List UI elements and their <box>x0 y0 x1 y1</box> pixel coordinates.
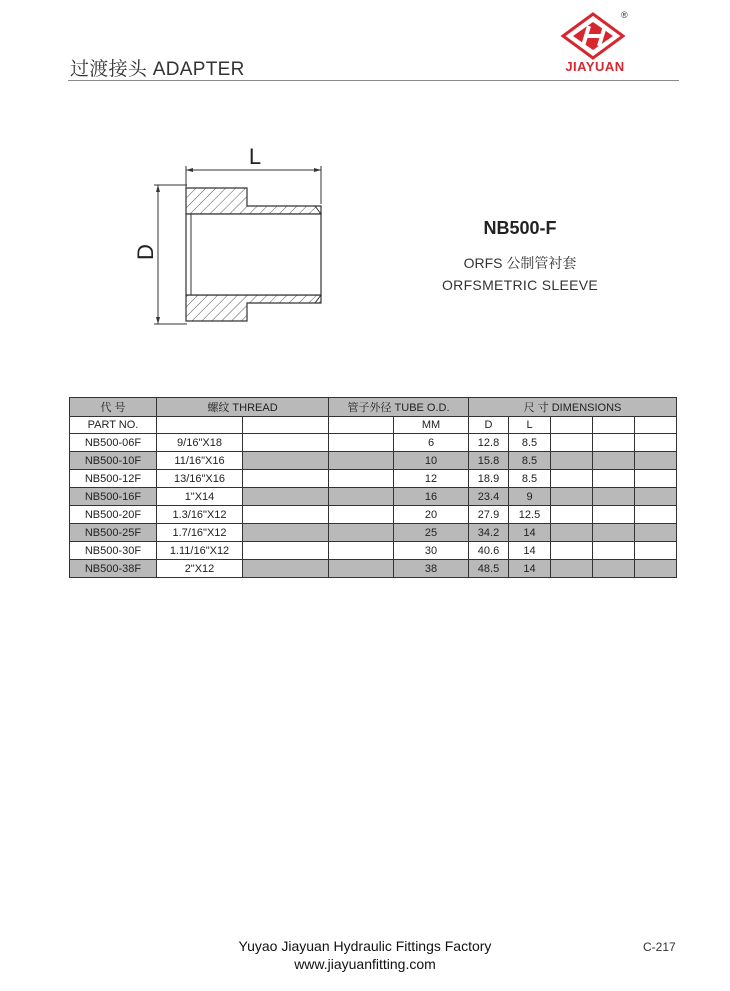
footer-website: www.jiayuanfitting.com <box>294 956 436 972</box>
page-title: 过渡接头 ADAPTER <box>70 59 245 80</box>
part-cell: NB500-38F <box>70 560 157 578</box>
d-cell: 18.9 <box>469 470 509 488</box>
l-cell: 8.5 <box>509 452 551 470</box>
l-cell: 14 <box>509 542 551 560</box>
thread-cell: 1.11/16"X12 <box>157 542 243 560</box>
thread-cell: 13/16"X16 <box>157 470 243 488</box>
subheader-mm: MM <box>394 417 469 434</box>
d-cell: 15.8 <box>469 452 509 470</box>
d-cell: 34.2 <box>469 524 509 542</box>
thread-cell: 1.7/16"X12 <box>157 524 243 542</box>
table-row <box>70 506 677 524</box>
table-row <box>70 470 677 488</box>
spec-table <box>69 397 677 578</box>
mm-cell: 30 <box>394 542 469 560</box>
mm-cell: 10 <box>394 452 469 470</box>
l-cell: 14 <box>509 560 551 578</box>
part-cell: NB500-12F <box>70 470 157 488</box>
footer <box>0 938 730 972</box>
header-divider <box>68 80 679 81</box>
header-tube-od: 管子外径 TUBE O.D. <box>329 398 469 417</box>
product-name-en: ORFSMETRIC SLEEVE <box>441 277 599 293</box>
mm-cell: 16 <box>394 488 469 506</box>
part-cell: NB500-06F <box>70 434 157 452</box>
part-cell: NB500-30F <box>70 542 157 560</box>
table-row <box>70 488 677 506</box>
mm-cell: 6 <box>394 434 469 452</box>
registered-mark: ® <box>621 10 628 20</box>
l-cell: 12.5 <box>509 506 551 524</box>
part-cell: NB500-16F <box>70 488 157 506</box>
l-cell: 8.5 <box>509 470 551 488</box>
l-cell: 9 <box>509 488 551 506</box>
thread-cell: 1.3/16"X12 <box>157 506 243 524</box>
footer-company: Yuyao Jiayuan Hydraulic Fittings Factory <box>238 938 492 954</box>
dimension-l-label: L <box>248 144 262 169</box>
product-code: NB500-F <box>483 218 557 238</box>
d-cell: 40.6 <box>469 542 509 560</box>
technical-drawing <box>125 140 355 340</box>
subheader-l: L <box>509 417 551 434</box>
mm-cell: 25 <box>394 524 469 542</box>
dimension-d-label: D <box>133 244 158 260</box>
page-number: C-217 <box>643 940 676 954</box>
thread-cell: 1"X14 <box>157 488 243 506</box>
product-info <box>400 218 640 293</box>
d-cell: 27.9 <box>469 506 509 524</box>
logo-text: JIAYUAN <box>565 59 625 74</box>
d-cell: 12.8 <box>469 434 509 452</box>
part-cell: NB500-10F <box>70 452 157 470</box>
d-cell: 23.4 <box>469 488 509 506</box>
thread-cell: 2"X12 <box>157 560 243 578</box>
l-cell: 14 <box>509 524 551 542</box>
thread-cell: 11/16"X16 <box>157 452 243 470</box>
part-cell: NB500-25F <box>70 524 157 542</box>
part-cell: NB500-20F <box>70 506 157 524</box>
table-row <box>70 452 677 470</box>
header-thread: 螺纹 THREAD <box>157 398 329 417</box>
mm-cell: 38 <box>394 560 469 578</box>
subheader-d: D <box>469 417 509 434</box>
mm-cell: 12 <box>394 470 469 488</box>
table-row <box>70 542 677 560</box>
table-row <box>70 524 677 542</box>
l-cell: 8.5 <box>509 434 551 452</box>
thread-cell: 9/16"X18 <box>157 434 243 452</box>
product-name-cn: ORFS 公制管衬套 <box>463 255 577 271</box>
table-header-row <box>70 398 677 417</box>
subheader-part-no: PART NO. <box>70 417 157 434</box>
header-dimensions: 尺 寸 DIMENSIONS <box>469 398 677 417</box>
table-row <box>70 434 677 452</box>
table-row <box>70 560 677 578</box>
d-cell: 48.5 <box>469 560 509 578</box>
table-subheader-row <box>70 417 677 434</box>
mm-cell: 20 <box>394 506 469 524</box>
header-part-cn: 代 号 <box>70 398 157 417</box>
